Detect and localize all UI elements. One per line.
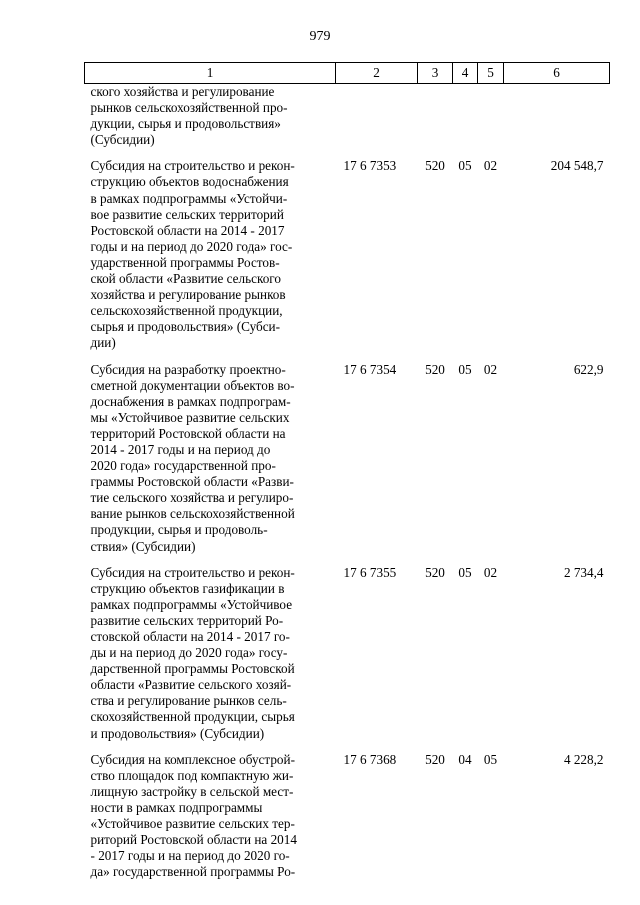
description-line: дии) bbox=[90, 335, 116, 351]
row-spacer bbox=[85, 742, 610, 752]
description-line: вое развитие сельских территорий bbox=[90, 206, 284, 222]
row-section: 05 bbox=[458, 158, 472, 174]
description-line: ство площадок под компактную жи- bbox=[90, 767, 294, 783]
description-line: рамках подпрограммы «Устойчивое bbox=[90, 596, 293, 612]
row-description bbox=[85, 158, 336, 351]
description-line: лищную застройку в сельской мест- bbox=[90, 783, 294, 799]
row-spacer bbox=[85, 555, 610, 565]
row-subsection: 02 bbox=[483, 564, 498, 580]
row-section bbox=[453, 84, 478, 149]
row-expense-type: 520 bbox=[425, 361, 445, 377]
description-line: рынков сельскохозяйственной про- bbox=[90, 100, 288, 116]
table-row bbox=[85, 752, 610, 881]
table-body bbox=[85, 84, 610, 881]
description-line: в рамках подпрограммы «Устойчи- bbox=[90, 190, 288, 206]
description-line: струкцию объектов газификации в bbox=[90, 580, 285, 596]
row-subsection: 02 bbox=[483, 361, 498, 377]
row-section: 05 bbox=[458, 564, 472, 580]
description-line: «Устойчивое развитие сельских тер- bbox=[90, 816, 295, 832]
description-line: Субсидия на строительство и рекон- bbox=[90, 564, 295, 580]
column-header-2: 2 bbox=[336, 63, 418, 84]
row-spacer-cell bbox=[85, 148, 610, 158]
description-line: ности в рамках подпрограммы bbox=[90, 799, 263, 815]
row-description bbox=[85, 362, 336, 555]
row-target-code: 17 6 7355 bbox=[343, 564, 397, 580]
row-target-code bbox=[336, 84, 418, 149]
description-line: доснабжения в рамках подпрограм- bbox=[90, 393, 291, 409]
page-number: 979 bbox=[309, 29, 331, 44]
description-line: Субсидия на комплексное обустрой- bbox=[90, 751, 295, 767]
column-header-5: 5 bbox=[478, 63, 504, 84]
description-line: области «Развитие сельского хозяй- bbox=[90, 677, 292, 693]
description-line: 2014 - 2017 годы и на период до bbox=[90, 441, 271, 457]
description-line: дарственной программы Ростовской bbox=[90, 661, 295, 677]
row-expense-type bbox=[418, 84, 453, 149]
row-spacer-cell bbox=[85, 352, 610, 362]
row-amount bbox=[504, 84, 610, 149]
row-subsection: 02 bbox=[483, 158, 498, 174]
description-line: и продовольствия» (Субсидии) bbox=[90, 725, 265, 741]
table-row bbox=[85, 362, 610, 555]
column-header-3: 3 bbox=[418, 63, 453, 84]
description-line: ствия» (Субсидии) bbox=[90, 538, 196, 554]
description-line: да» государственной программы Ро- bbox=[90, 864, 296, 880]
budget-table bbox=[84, 62, 610, 880]
row-description bbox=[85, 752, 336, 881]
description-line: сырья и продовольствия» (Субси- bbox=[90, 319, 281, 335]
column-header-4: 4 bbox=[453, 63, 478, 84]
description-line: 2020 года» государственной про- bbox=[90, 458, 276, 474]
row-spacer-cell bbox=[85, 555, 610, 565]
row-spacer-cell bbox=[85, 742, 610, 752]
description-line: ства и регулирование рынков сель- bbox=[90, 693, 287, 709]
description-line: мы «Устойчивое развитие сельских bbox=[90, 409, 290, 425]
row-amount: 4 228,2 bbox=[563, 751, 604, 767]
description-line: сельскохозяйственной продукции, bbox=[90, 303, 283, 319]
description-line: сметной документации объектов во- bbox=[90, 377, 295, 393]
table-header-row bbox=[85, 63, 610, 84]
description-line: Субсидия на разработку проектно- bbox=[90, 361, 286, 377]
description-line: ды и на период до 2020 года» госу- bbox=[90, 645, 288, 661]
row-spacer bbox=[85, 148, 610, 158]
row-amount: 2 734,4 bbox=[563, 564, 604, 580]
description-line: ской области «Развитие сельского bbox=[90, 271, 281, 287]
column-header-6: 6 bbox=[504, 63, 610, 84]
description-line: Субсидия на строительство и рекон- bbox=[90, 158, 295, 174]
description-line: хозяйства и регулирование рынков bbox=[90, 287, 286, 303]
description-line: продукции, сырья и продоволь- bbox=[90, 522, 268, 538]
description-line: - 2017 годы и на период до 2020 го- bbox=[90, 848, 290, 864]
description-line: ударственной программы Ростов- bbox=[90, 254, 280, 270]
row-description bbox=[85, 84, 336, 149]
row-target-code: 17 6 7354 bbox=[343, 361, 397, 377]
row-description bbox=[85, 565, 336, 742]
description-line: скохозяйственной продукции, сырья bbox=[90, 709, 295, 725]
row-amount: 622,9 bbox=[573, 361, 604, 377]
column-header-1: 1 bbox=[85, 63, 336, 84]
row-section: 04 bbox=[458, 751, 472, 767]
description-line: Ростовской области на 2014 - 2017 bbox=[90, 222, 285, 238]
description-line: развитие сельских территорий Ро- bbox=[90, 612, 284, 628]
description-line: территорий Ростовской области на bbox=[90, 425, 286, 441]
row-expense-type: 520 bbox=[425, 751, 445, 767]
row-subsection: 05 bbox=[483, 751, 498, 767]
description-line: годы и на период до 2020 года» гос- bbox=[90, 238, 293, 254]
description-line: вание рынков сельскохозяйственной bbox=[90, 506, 295, 522]
row-amount: 204 548,7 bbox=[550, 158, 604, 174]
row-spacer bbox=[85, 352, 610, 362]
row-section: 05 bbox=[458, 361, 472, 377]
row-target-code: 17 6 7353 bbox=[343, 158, 397, 174]
row-expense-type: 520 bbox=[425, 158, 445, 174]
table-row bbox=[85, 158, 610, 351]
description-line: стовской области на 2014 - 2017 го- bbox=[90, 629, 290, 644]
description-line: ского хозяйства и регулирование bbox=[90, 84, 275, 99]
description-line: (Субсидии) bbox=[90, 132, 155, 148]
description-line: тие сельского хозяйства и регулиро- bbox=[90, 490, 294, 506]
row-target-code: 17 6 7368 bbox=[343, 751, 397, 767]
description-line: дукции, сырья и продовольствия» bbox=[90, 116, 281, 132]
description-line: струкцию объектов водоснабжения bbox=[90, 174, 289, 190]
description-line: граммы Ростовской области «Разви- bbox=[90, 474, 294, 490]
description-line: риторий Ростовской области на 2014 bbox=[90, 832, 297, 848]
row-subsection bbox=[478, 84, 504, 149]
row-expense-type: 520 bbox=[425, 564, 445, 580]
table-row bbox=[85, 84, 610, 149]
table-row bbox=[85, 565, 610, 742]
